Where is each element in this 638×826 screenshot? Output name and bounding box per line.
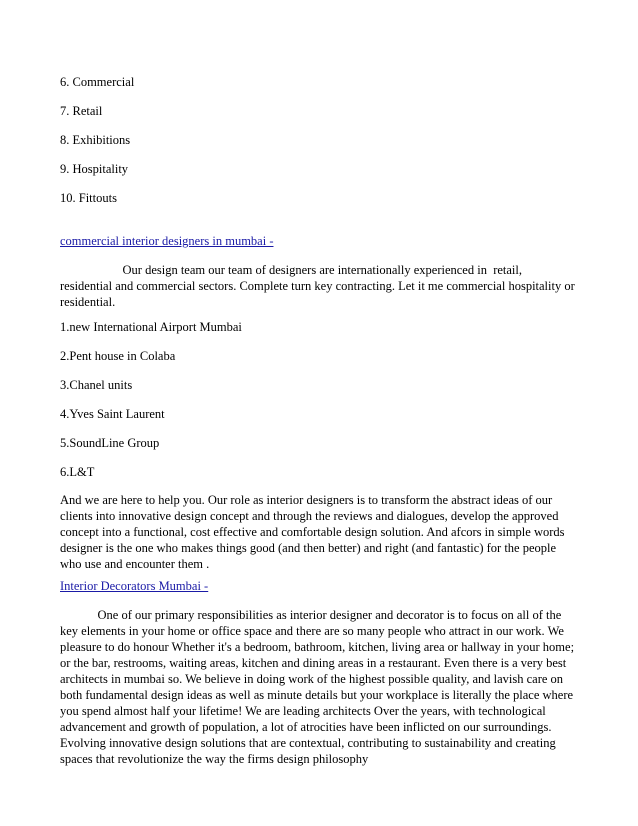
paragraph-line: key elements in your home or office space and there are so many people who attract in our work. We [60, 624, 564, 638]
paragraph-line: pleasure to do honour Whether it's a bedroom, bathroom, kitchen, living area or hallway in your home; [60, 640, 575, 654]
project-item: 4.Yves Saint Laurent [60, 407, 165, 421]
paragraph-line: spaces that revolutionize the way the firms design philosophy [60, 752, 369, 766]
paragraph-line: residential. [60, 295, 116, 309]
project-item: 1.new International Airport Mumbai [60, 320, 242, 334]
paragraph-line: One of our primary responsibilities as interior designer and decorator is to focus on all of the [60, 608, 562, 622]
paragraph-line: advancement and growth of population, a lot of atrocities have been inflicted on our surroundings. [60, 720, 552, 734]
project-item: 2.Pent house in Colaba [60, 349, 176, 363]
paragraph-line: Our design team our team of designers are internationally experienced in retail, [60, 263, 522, 277]
paragraph-line: Evolving innovative design solutions that are contextual, contributing to sustainability and creating [60, 736, 556, 750]
paragraph-responsibilities [60, 607, 580, 767]
paragraph-line: both fundamental design ideas as well as minute details but your workplace is literally the place where [60, 688, 574, 702]
list-item: 6. Commercial [60, 75, 135, 89]
list-item: 8. Exhibitions [60, 133, 131, 147]
project-item: 6.L&T [60, 465, 95, 479]
interior-decorators-link[interactable]: Interior Decorators Mumbai - [60, 579, 209, 593]
paragraph-line: clients into innovative design concept and through the reviews and dialogues, develop the approved [60, 509, 559, 523]
paragraph-line: And we are here to help you. Our role as interior designers is to transform the abstract ideas of our [60, 493, 553, 507]
paragraph-line: concept into a functional, cost effective and comfortable design solution. And afcors in simple words [60, 525, 565, 539]
paragraph-role [60, 492, 580, 572]
project-item: 5.SoundLine Group [60, 436, 160, 450]
paragraph-line: designer is the one who makes things good (and then better) and right (and fantastic) for the people [60, 541, 557, 555]
paragraph-line: or the bar, restrooms, waiting areas, kitchen and dining areas in a restaurant. Even there is a very best [60, 656, 567, 670]
project-item: 3.Chanel units [60, 378, 133, 392]
paragraph-line: who use and encounter them . [60, 557, 210, 571]
list-item: 7. Retail [60, 104, 103, 118]
paragraph-design-team [60, 262, 580, 310]
paragraph-line: residential and commercial sectors. Complete turn key contracting. Let it me commercial hospitality or [60, 279, 575, 293]
paragraph-line: architects in mumbai so. We believe in doing work of the highest possible quality, and lavish care on [60, 672, 564, 686]
list-item: 10. Fittouts [60, 191, 117, 205]
list-item: 9. Hospitality [60, 162, 129, 176]
paragraph-line: you spend almost half your lifetime! We are leading architects Over the years, with technological [60, 704, 546, 718]
commercial-interior-designers-link[interactable]: commercial interior designers in mumbai - [60, 234, 274, 248]
